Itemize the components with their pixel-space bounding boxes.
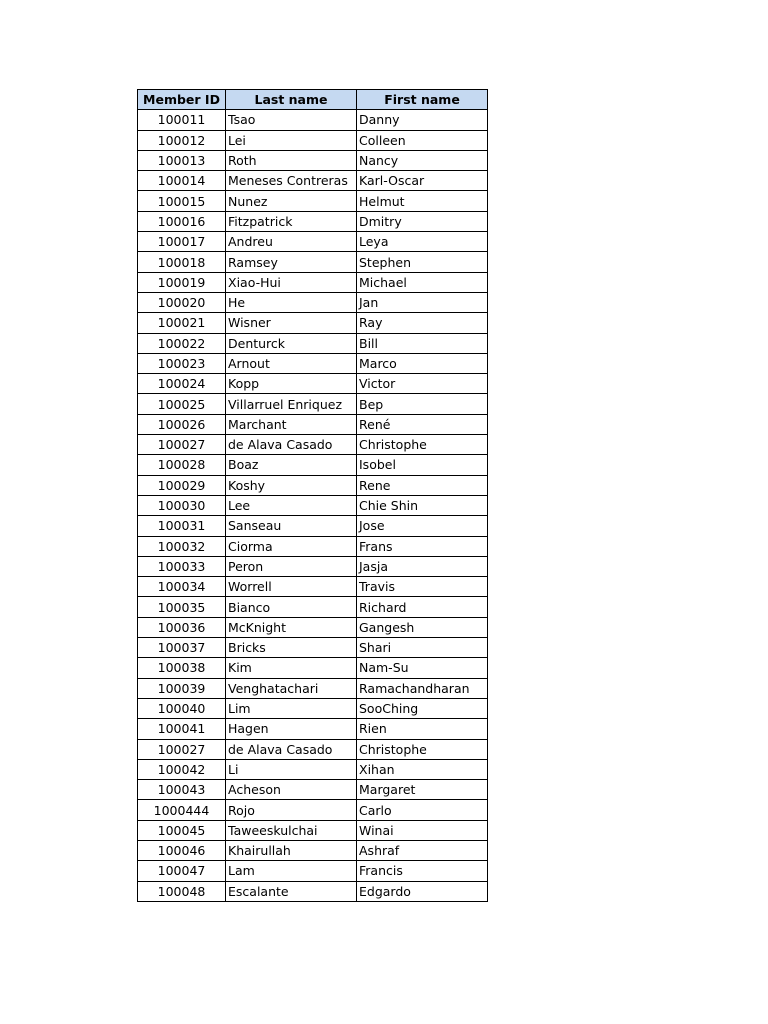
member-id-cell: 100015 xyxy=(138,191,226,211)
table-body xyxy=(138,110,488,902)
last-name-cell: Acheson xyxy=(226,780,357,800)
table-row xyxy=(138,374,488,394)
first-name-cell: SooChing xyxy=(357,698,488,718)
last-name-cell: Nunez xyxy=(226,191,357,211)
table-row xyxy=(138,536,488,556)
last-name-cell: He xyxy=(226,292,357,312)
table-row xyxy=(138,333,488,353)
first-name-cell: Jasja xyxy=(357,556,488,576)
table-row xyxy=(138,171,488,191)
table-row xyxy=(138,495,488,515)
member-id-cell: 100022 xyxy=(138,333,226,353)
table-row xyxy=(138,394,488,414)
first-name-cell: Rien xyxy=(357,719,488,739)
last-name-cell: Kim xyxy=(226,658,357,678)
member-id-cell: 100046 xyxy=(138,840,226,860)
last-name-cell: Bricks xyxy=(226,638,357,658)
member-id-cell: 100038 xyxy=(138,658,226,678)
last-name-cell: Lee xyxy=(226,495,357,515)
member-id-cell: 100020 xyxy=(138,292,226,312)
first-name-cell: Bep xyxy=(357,394,488,414)
member-id-cell: 100023 xyxy=(138,353,226,373)
first-name-cell: Christophe xyxy=(357,435,488,455)
member-id-cell: 100040 xyxy=(138,698,226,718)
last-name-cell: de Alava Casado xyxy=(226,739,357,759)
member-id-cell: 100011 xyxy=(138,110,226,130)
last-name-cell: Hagen xyxy=(226,719,357,739)
column-header-first-name: First name xyxy=(357,90,488,110)
member-id-cell: 100034 xyxy=(138,577,226,597)
last-name-cell: Roth xyxy=(226,150,357,170)
last-name-cell: Meneses Contreras xyxy=(226,171,357,191)
member-id-cell: 1000444 xyxy=(138,800,226,820)
member-id-cell: 100019 xyxy=(138,272,226,292)
last-name-cell: Boaz xyxy=(226,455,357,475)
last-name-cell: Li xyxy=(226,759,357,779)
table-row xyxy=(138,130,488,150)
table-row xyxy=(138,820,488,840)
member-id-cell: 100012 xyxy=(138,130,226,150)
first-name-cell: Francis xyxy=(357,861,488,881)
table-row xyxy=(138,292,488,312)
member-id-cell: 100047 xyxy=(138,861,226,881)
last-name-cell: Kopp xyxy=(226,374,357,394)
first-name-cell: Shari xyxy=(357,638,488,658)
member-id-cell: 100025 xyxy=(138,394,226,414)
first-name-cell: Rene xyxy=(357,475,488,495)
first-name-cell: Winai xyxy=(357,820,488,840)
table-row xyxy=(138,881,488,901)
last-name-cell: Tsao xyxy=(226,110,357,130)
member-id-cell: 100028 xyxy=(138,455,226,475)
last-name-cell: Koshy xyxy=(226,475,357,495)
member-id-cell: 100030 xyxy=(138,495,226,515)
table-row xyxy=(138,698,488,718)
last-name-cell: Escalante xyxy=(226,881,357,901)
last-name-cell: Lam xyxy=(226,861,357,881)
first-name-cell: Nancy xyxy=(357,150,488,170)
table-row xyxy=(138,516,488,536)
table-row xyxy=(138,759,488,779)
last-name-cell: Wisner xyxy=(226,313,357,333)
table-row xyxy=(138,617,488,637)
first-name-cell: Helmut xyxy=(357,191,488,211)
first-name-cell: Victor xyxy=(357,374,488,394)
last-name-cell: Khairullah xyxy=(226,840,357,860)
member-id-cell: 100031 xyxy=(138,516,226,536)
member-id-cell: 100029 xyxy=(138,475,226,495)
last-name-cell: de Alava Casado xyxy=(226,435,357,455)
first-name-cell: Karl-Oscar xyxy=(357,171,488,191)
member-id-cell: 100013 xyxy=(138,150,226,170)
member-id-cell: 100045 xyxy=(138,820,226,840)
member-id-cell: 100033 xyxy=(138,556,226,576)
table-row xyxy=(138,739,488,759)
first-name-cell: Margaret xyxy=(357,780,488,800)
member-id-cell: 100026 xyxy=(138,414,226,434)
column-header-last-name: Last name xyxy=(226,90,357,110)
table-row xyxy=(138,597,488,617)
table-row xyxy=(138,577,488,597)
last-name-cell: Andreu xyxy=(226,232,357,252)
member-id-cell: 100048 xyxy=(138,881,226,901)
table-row xyxy=(138,678,488,698)
last-name-cell: Bianco xyxy=(226,597,357,617)
table-header xyxy=(138,90,488,110)
member-id-cell: 100042 xyxy=(138,759,226,779)
last-name-cell: Fitzpatrick xyxy=(226,211,357,231)
first-name-cell: Xihan xyxy=(357,759,488,779)
first-name-cell: Chie Shin xyxy=(357,495,488,515)
last-name-cell: Taweeskulchai xyxy=(226,820,357,840)
first-name-cell: René xyxy=(357,414,488,434)
last-name-cell: Lei xyxy=(226,130,357,150)
table-row xyxy=(138,861,488,881)
first-name-cell: Carlo xyxy=(357,800,488,820)
member-id-cell: 100018 xyxy=(138,252,226,272)
table-row xyxy=(138,800,488,820)
first-name-cell: Leya xyxy=(357,232,488,252)
last-name-cell: Sanseau xyxy=(226,516,357,536)
table-row xyxy=(138,211,488,231)
first-name-cell: Danny xyxy=(357,110,488,130)
member-id-cell: 100039 xyxy=(138,678,226,698)
first-name-cell: Ray xyxy=(357,313,488,333)
first-name-cell: Travis xyxy=(357,577,488,597)
members-table xyxy=(137,89,488,902)
member-id-cell: 100024 xyxy=(138,374,226,394)
last-name-cell: Rojo xyxy=(226,800,357,820)
table-row xyxy=(138,780,488,800)
last-name-cell: Arnout xyxy=(226,353,357,373)
member-id-cell: 100043 xyxy=(138,780,226,800)
table-row xyxy=(138,150,488,170)
member-id-cell: 100016 xyxy=(138,211,226,231)
last-name-cell: Marchant xyxy=(226,414,357,434)
last-name-cell: Denturck xyxy=(226,333,357,353)
member-id-cell: 100037 xyxy=(138,638,226,658)
first-name-cell: Ramachandharan xyxy=(357,678,488,698)
last-name-cell: Xiao-Hui xyxy=(226,272,357,292)
member-id-cell: 100035 xyxy=(138,597,226,617)
first-name-cell: Nam-Su xyxy=(357,658,488,678)
column-header-member-id: Member ID xyxy=(138,90,226,110)
table-row xyxy=(138,414,488,434)
last-name-cell: Villarruel Enriquez xyxy=(226,394,357,414)
header-row xyxy=(138,90,488,110)
first-name-cell: Isobel xyxy=(357,455,488,475)
last-name-cell: McKnight xyxy=(226,617,357,637)
last-name-cell: Lim xyxy=(226,698,357,718)
member-id-cell: 100032 xyxy=(138,536,226,556)
table-row xyxy=(138,638,488,658)
last-name-cell: Venghatachari xyxy=(226,678,357,698)
table-row xyxy=(138,191,488,211)
first-name-cell: Ashraf xyxy=(357,840,488,860)
table-row xyxy=(138,313,488,333)
first-name-cell: Jose xyxy=(357,516,488,536)
last-name-cell: Ciorma xyxy=(226,536,357,556)
table-row xyxy=(138,455,488,475)
member-id-cell: 100017 xyxy=(138,232,226,252)
table-row xyxy=(138,232,488,252)
table-row xyxy=(138,252,488,272)
table-row xyxy=(138,556,488,576)
first-name-cell: Stephen xyxy=(357,252,488,272)
table-row xyxy=(138,272,488,292)
first-name-cell: Dmitry xyxy=(357,211,488,231)
member-id-cell: 100041 xyxy=(138,719,226,739)
table-row xyxy=(138,840,488,860)
first-name-cell: Frans xyxy=(357,536,488,556)
last-name-cell: Ramsey xyxy=(226,252,357,272)
first-name-cell: Edgardo xyxy=(357,881,488,901)
first-name-cell: Marco xyxy=(357,353,488,373)
table-row xyxy=(138,353,488,373)
table-row xyxy=(138,435,488,455)
table-row xyxy=(138,475,488,495)
first-name-cell: Colleen xyxy=(357,130,488,150)
member-id-cell: 100021 xyxy=(138,313,226,333)
member-id-cell: 100014 xyxy=(138,171,226,191)
member-id-cell: 100027 xyxy=(138,739,226,759)
first-name-cell: Bill xyxy=(357,333,488,353)
last-name-cell: Worrell xyxy=(226,577,357,597)
table-row xyxy=(138,658,488,678)
first-name-cell: Richard xyxy=(357,597,488,617)
table-row xyxy=(138,110,488,130)
last-name-cell: Peron xyxy=(226,556,357,576)
first-name-cell: Michael xyxy=(357,272,488,292)
member-id-cell: 100036 xyxy=(138,617,226,637)
table-row xyxy=(138,719,488,739)
first-name-cell: Christophe xyxy=(357,739,488,759)
first-name-cell: Jan xyxy=(357,292,488,312)
first-name-cell: Gangesh xyxy=(357,617,488,637)
member-id-cell: 100027 xyxy=(138,435,226,455)
